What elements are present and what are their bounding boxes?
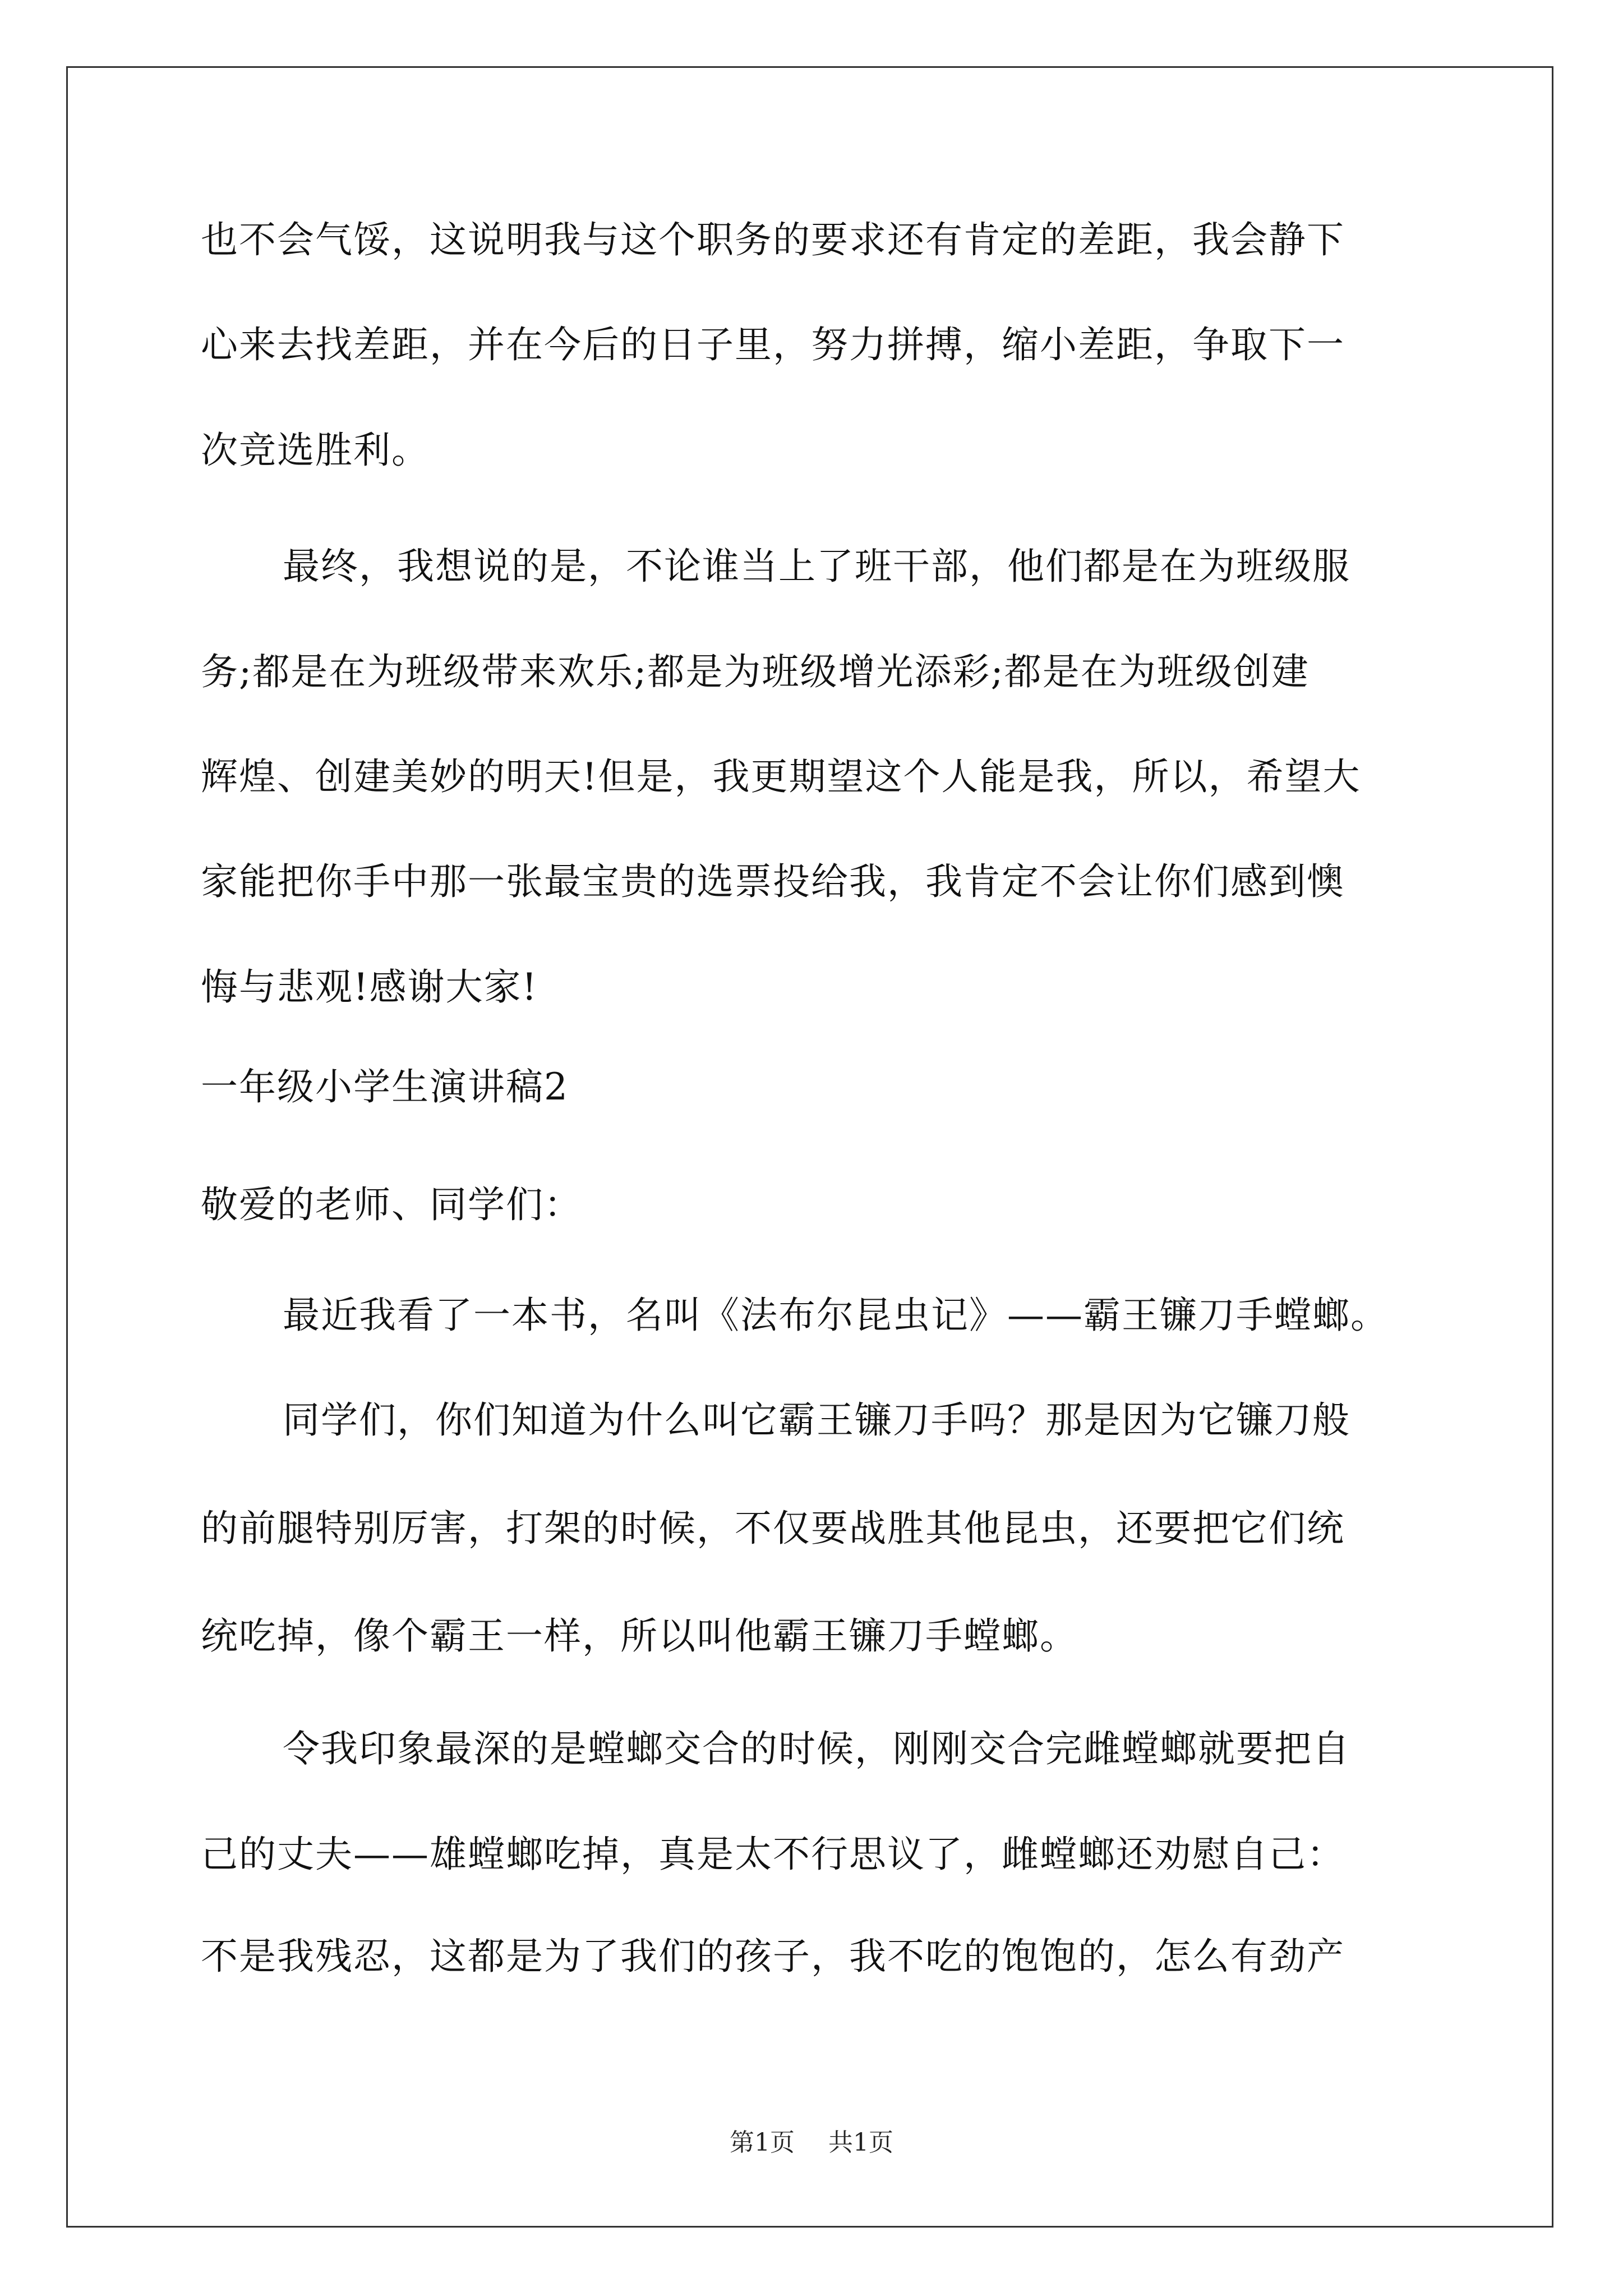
text-line: 辉煌、创建美妙的明天!但是，我更期望这个人能是我，所以，希望大 bbox=[201, 755, 1361, 798]
text-line: 务;都是在为班级带来欢乐;都是为班级增光添彩;都是在为班级创建 bbox=[201, 650, 1310, 693]
text-line: 心来去找差距，并在今后的日子里，努力拼搏，缩小差距，争取下一 bbox=[201, 323, 1345, 366]
paragraph-start-line: 令我印象最深的是螳螂交合的时候，刚刚交合完雌螳螂就要把自 bbox=[283, 1727, 1350, 1770]
page-total: 共1页 bbox=[828, 2128, 893, 2157]
text-line: 次竞选胜利。 bbox=[201, 429, 430, 472]
salutation: 敬爱的老师、同学们： bbox=[201, 1183, 582, 1226]
page-number: 第1页 bbox=[730, 2128, 795, 2157]
paragraph-start-line: 最终，我想说的是，不论谁当上了班干部，他们都是在为班级服 bbox=[283, 545, 1350, 588]
page-footer bbox=[0, 2126, 1623, 2160]
page-border bbox=[66, 66, 1553, 2228]
text-line: 统吃掉，像个霸王一样，所以叫他霸王镰刀手螳螂。 bbox=[201, 1614, 1078, 1658]
text-line: 也不会气馁，这说明我与这个职务的要求还有肯定的差距，我会静下 bbox=[201, 218, 1345, 261]
text-line: 的前腿特别厉害，打架的时候，不仅要战胜其他昆虫，还要把它们统 bbox=[201, 1507, 1345, 1550]
text-line: 己的丈夫——雄螳螂吃掉，真是太不行思议了，雌螳螂还劝慰自己： bbox=[201, 1833, 1345, 1876]
text-line: 不是我残忍，这都是为了我们的孩子，我不吃的饱饱的，怎么有劲产 bbox=[201, 1935, 1345, 1978]
paragraph-start-line: 同学们，你们知道为什么叫它霸王镰刀手吗？那是因为它镰刀般 bbox=[283, 1398, 1350, 1442]
text-line: 家能把你手中那一张最宝贵的选票投给我，我肯定不会让你们感到懊 bbox=[201, 860, 1345, 903]
paragraph-start-line: 最近我看了一本书，名叫《法布尔昆虫记》——霸王镰刀手螳螂。 bbox=[283, 1294, 1389, 1337]
text-line: 悔与悲观!感谢大家! bbox=[201, 965, 538, 1009]
section-heading: 一年级小学生演讲稿2 bbox=[201, 1065, 569, 1108]
